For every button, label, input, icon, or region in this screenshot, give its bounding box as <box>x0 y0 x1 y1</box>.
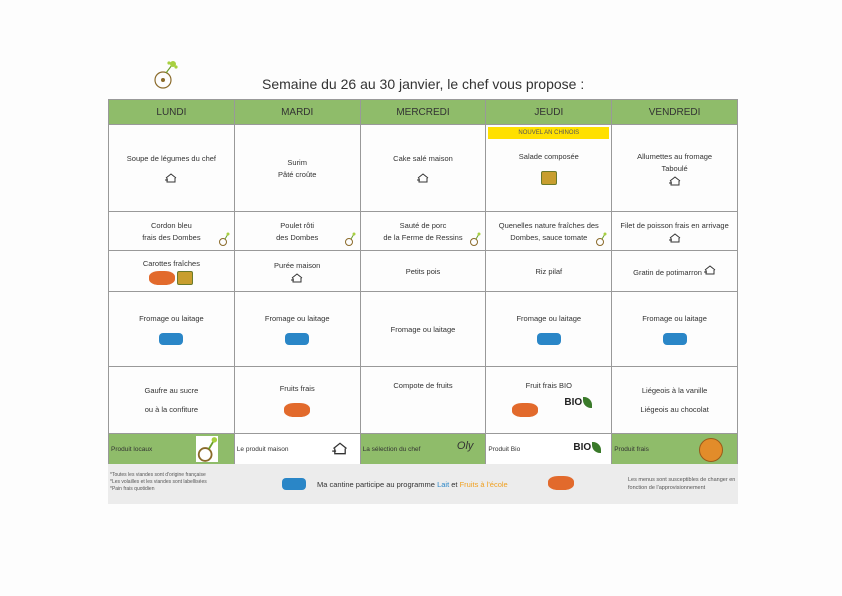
dish-text: Fromage ou laitage <box>139 313 204 323</box>
cell-dessert-mardi <box>234 367 360 434</box>
fruits-ecole-icon <box>284 403 310 417</box>
cell-laitage-mercredi <box>360 292 486 367</box>
day-header-jeudi: JEUDI <box>486 100 612 125</box>
dish-text: Fromage ou laitage <box>264 313 330 323</box>
dish-text: Cake salé maison <box>393 153 453 163</box>
fresh-product-icon <box>699 438 723 462</box>
footer-note: *Pain frais quotidien <box>110 486 155 492</box>
lait-ecole-icon <box>537 333 561 345</box>
cell-dessert-jeudi <box>486 367 612 434</box>
dish-text: Pâté croûte <box>278 169 317 179</box>
cell-entree-mercredi <box>360 125 486 212</box>
bio-icon <box>573 442 601 453</box>
legend-frais <box>612 434 738 465</box>
menu-table <box>108 99 738 465</box>
bio-mark: BIO <box>564 397 583 408</box>
cell-legume-vendredi <box>612 251 738 292</box>
dish-text: Fromage ou laitage <box>390 324 456 334</box>
dish-text: Fromage ou laitage <box>642 313 707 323</box>
dish-text: Fruit frais BIO <box>525 381 572 390</box>
lait-ecole-icon <box>159 333 183 345</box>
fresh-farm-icon <box>177 271 193 285</box>
footer-note: fonction de l'approvisionnement <box>628 485 706 491</box>
dish-text: Purée maison <box>274 260 321 270</box>
footer-notes <box>110 472 207 493</box>
dish-text: de la Ferme de Ressins <box>383 232 463 242</box>
program-et: et <box>449 480 460 489</box>
dish-text: Soupe de légumes du chef <box>126 153 217 163</box>
dish-text: Filet de poisson frais en arrivage <box>620 220 729 230</box>
legend-bio <box>486 434 612 465</box>
cell-plat-vendredi <box>612 212 738 251</box>
footer-note: Les menus sont susceptibles de changer en <box>628 477 736 483</box>
cell-legume-jeudi <box>486 251 612 292</box>
fresh-farm-icon <box>541 171 557 185</box>
dish-text: Liégeois à la vanille <box>641 386 708 395</box>
cell-legume-mercredi <box>360 251 486 292</box>
dish-text: Gratin de potimarron <box>633 268 702 277</box>
house-icon <box>165 173 177 183</box>
dish-text: Allumettes au fromage <box>637 151 713 161</box>
house-icon <box>669 176 681 186</box>
program-lait: Lait <box>437 480 450 489</box>
dish-text: ou à la confiture <box>144 405 199 414</box>
day-header-mardi: MARDI <box>234 100 360 125</box>
cell-legume-lundi <box>109 251 235 292</box>
legend-text: Produit Bio <box>488 445 521 453</box>
fruits-ecole-icon <box>548 476 574 490</box>
legend-text: Produit frais <box>614 445 649 453</box>
cell-entree-vendredi <box>612 125 738 212</box>
fruits-ecole-icon <box>512 403 538 417</box>
cell-entree-mardi <box>234 125 360 212</box>
house-icon <box>669 233 681 243</box>
program-statement <box>317 480 508 489</box>
local-product-logo-icon <box>148 58 182 92</box>
day-header-vendredi: VENDREDI <box>612 100 738 125</box>
dish-text: Gaufre au sucre <box>144 386 199 395</box>
lait-ecole-icon <box>663 333 687 345</box>
program-prefix: Ma cantine participe au programme <box>317 480 438 489</box>
cell-entree-lundi <box>109 125 235 212</box>
special-event-badge: NOUVEL AN CHINOIS <box>488 127 609 139</box>
house-icon <box>332 442 348 455</box>
cell-dessert-mercredi <box>360 367 486 434</box>
cell-laitage-vendredi <box>612 292 738 367</box>
cell-plat-mardi <box>234 212 360 251</box>
dish-text: Fruits frais <box>279 383 315 393</box>
cell-entree-jeudi <box>486 125 612 212</box>
house-icon <box>704 265 716 275</box>
dish-text: Cordon bleu <box>150 220 192 230</box>
day-header-mercredi: MERCREDI <box>360 100 486 125</box>
page-title: Semaine du 26 au 30 janvier, le chef vous propose : <box>262 76 585 92</box>
house-icon <box>417 173 429 183</box>
legend-selection <box>360 434 486 465</box>
dish-text: Quenelles nature fraîches des <box>498 220 599 230</box>
local-product-icon <box>344 232 356 246</box>
dish-text: Poulet rôti <box>280 220 315 230</box>
dish-text: Compote de fruits <box>393 381 453 390</box>
cell-legume-mardi <box>234 251 360 292</box>
cell-dessert-lundi <box>109 367 235 434</box>
bio-mark: BIO <box>573 442 592 453</box>
dish-text: Taboulé <box>661 163 688 173</box>
cell-plat-mercredi <box>360 212 486 251</box>
local-product-icon <box>218 232 230 246</box>
cell-laitage-jeudi <box>486 292 612 367</box>
legend-maison <box>234 434 360 465</box>
dish-text: Sauté de porc <box>399 220 447 230</box>
lait-ecole-icon <box>285 333 309 345</box>
lait-ecole-icon <box>282 478 306 490</box>
dish-text: Fromage ou laitage <box>516 313 582 323</box>
cell-laitage-lundi <box>109 292 235 367</box>
legend-text: Le produit maison <box>236 445 289 453</box>
cell-plat-jeudi <box>486 212 612 251</box>
cell-plat-lundi <box>109 212 235 251</box>
footer-note: *Toutes les viandes sont d'origine française <box>110 472 206 478</box>
legend-text: La sélection du chef <box>362 445 421 453</box>
dish-text: Dombes, sauce tomate <box>510 232 588 242</box>
fruits-ecole-icon <box>149 271 175 285</box>
dish-text: Riz pilaf <box>535 266 563 276</box>
legend-text: Produit locaux <box>111 445 153 453</box>
footer-disclaimer <box>628 476 735 492</box>
dish-text: Surim <box>287 157 307 167</box>
dish-text: Liégeois au chocolat <box>640 405 709 414</box>
dish-text: frais des Dombes <box>142 232 201 242</box>
cell-dessert-vendredi <box>612 367 738 434</box>
bio-icon <box>564 397 592 408</box>
cell-laitage-mardi <box>234 292 360 367</box>
dish-text: des Dombes <box>276 232 319 242</box>
dish-text: Carottes fraîches <box>142 258 200 268</box>
legend-local <box>109 434 235 465</box>
program-fruits: Fruits à l'école <box>459 480 508 489</box>
footer-note: *Les volailles et les viandes sont labellisées <box>110 479 207 485</box>
chef-selection-icon: Oly <box>456 440 474 452</box>
local-product-icon <box>595 232 607 246</box>
house-icon <box>291 273 303 283</box>
local-product-icon <box>469 232 481 246</box>
dish-text: Salade composée <box>518 151 579 161</box>
dish-text: Petits pois <box>405 266 441 276</box>
local-product-icon <box>196 436 218 462</box>
day-header-lundi: LUNDI <box>109 100 235 125</box>
